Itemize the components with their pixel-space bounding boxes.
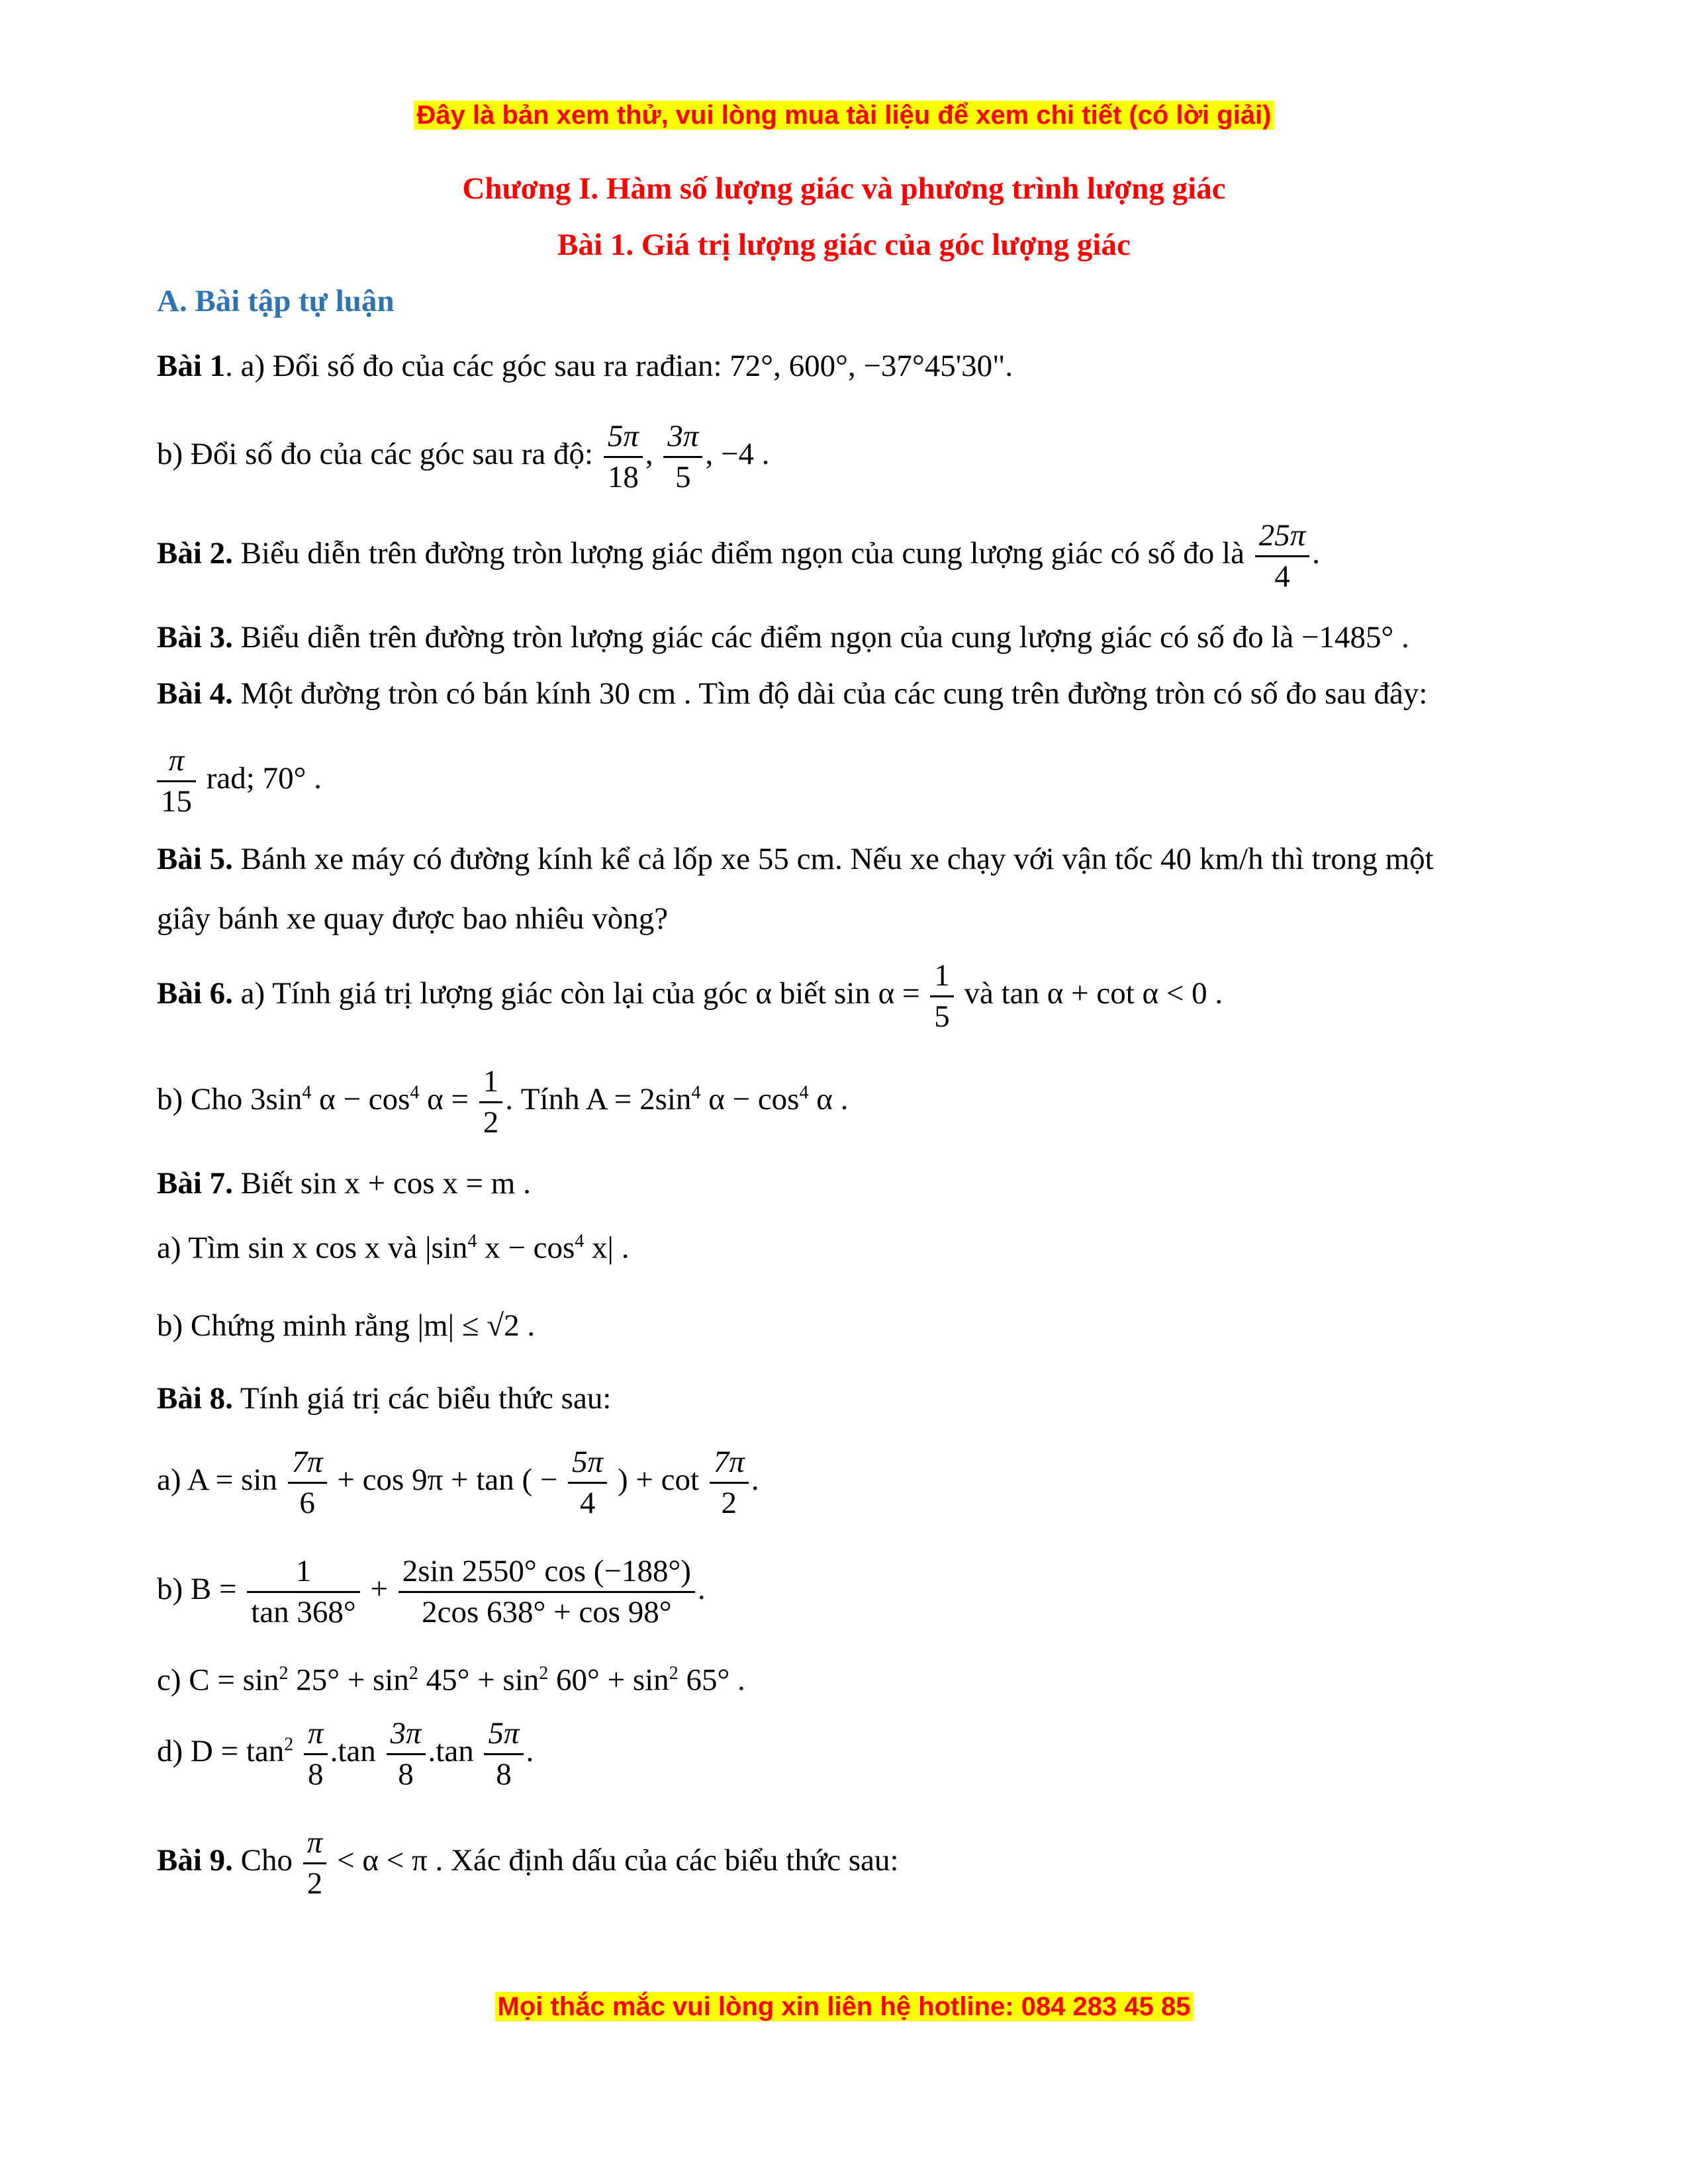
fraction: $\frac{3\pi}{8}$ (387, 1714, 426, 1794)
fraction: $\frac{1}{\tan 368^\circ}$ (247, 1552, 359, 1632)
fraction: $\frac{2\sin 2550^\circ \cos (-188^\circ)}{2\cos 638^\circ + \cos 98^\circ}$ (399, 1552, 695, 1632)
problem-2: Bài 2. Biểu diễn trên đường tròn lượng giác điểm ngọn của cung lượng giác có số đo là $\frac{25\pi}{4}$ . (157, 516, 1320, 596)
problem-7: Bài 7. Biết sin x + cos x = m . (157, 1166, 531, 1201)
problem-5-cont: giây bánh xe quay được bao nhiêu vòng? (157, 901, 669, 936)
problem-6a: Bài 6. a) Tính giá trị lượng giác còn lại của góc α biết sin α = $\frac{1}{5}$ và tan α + cot α < 0 . (157, 956, 1223, 1036)
problem-1a: Bài 1. a) Đổi số đo của các góc sau ra rađian: 72°, 600°, −37°45'30". (157, 349, 1013, 383)
fraction: $\frac{25\pi}{4}$ (1255, 516, 1310, 596)
problem-8d: d) $D = \tan^2$ $\frac{\pi}{8}$ .tan $\frac{3\pi}{8}$ .tan $\frac{5\pi}{8}$ . (157, 1714, 534, 1794)
problem-4-cont: $\frac{\pi}{15}$ rad; 70° . (157, 741, 322, 821)
problem-6b: b) Cho $3\sin^4$ $\alpha - \cos^4 \alpha$ = $\frac{1}{2}$ . Tính $A = 2\sin^4$ $\alpha - \cos^4 \alpha$ . (157, 1062, 848, 1142)
problem-8a: a) A = sin $\frac{7\pi}{6}$ + cos 9π + tan ( − $\frac{5\pi}{4}$ ) + cot $\frac{7\pi}{2}$ . (157, 1443, 759, 1523)
problem-9: Bài 9. Cho $\frac{\pi}{2}$ < α < π . Xác định dấu của các biểu thức sau: (157, 1823, 899, 1903)
hotline-notice: Mọi thắc mắc vui lòng xin liên hệ hotline: 084 283 45 85 (0, 1992, 1688, 2022)
fraction: $\frac{\pi}{8}$ (304, 1714, 328, 1794)
fraction: $\frac{5\pi}{4}$ (568, 1443, 607, 1523)
fraction: $\frac{3\pi}{5}$ (663, 417, 702, 497)
preview-notice: Đây là bản xem thử, vui lòng mua tài liệu để xem chi tiết (có lời giải) (0, 101, 1688, 130)
fraction: $\frac{7\pi}{2}$ (710, 1443, 749, 1523)
fraction: $\frac{1}{2}$ (479, 1062, 503, 1142)
problem-8b: b) B = $\frac{1}{\tan 368^\circ}$ + $\frac{2\sin 2550^\circ \cos (-188^\circ)}{2\cos 638^\circ + \cos 98^\circ}$ . (157, 1552, 706, 1632)
problem-8: Bài 8. Tính giá trị các biểu thức sau: (157, 1381, 612, 1416)
problem-4: Bài 4. Một đường tròn có bán kính 30 cm . Tìm độ dài của các cung trên đường tròn có số đo sau đây: (157, 676, 1428, 711)
lesson-title: Bài 1. Giá trị lượng giác của góc lượng giác (557, 228, 1131, 262)
fraction: $\frac{5\pi}{18}$ (604, 417, 643, 497)
fraction: $\frac{\pi}{15}$ (157, 741, 196, 821)
fraction: $\frac{1}{5}$ (930, 956, 954, 1036)
problem-7a: a) Tìm sin x cos x và $|\sin^4$ $x - \cos^4 x|$ . (157, 1230, 630, 1265)
problem-3: Bài 3. Biểu diễn trên đường tròn lượng giác các điểm ngọn của cung lượng giác có số đo là −1485° . (157, 620, 1409, 655)
problem-1b: b) Đổi số đo của các góc sau ra độ: $\frac{5\pi}{18}$ , $\frac{3\pi}{5}$ , −4 . (157, 417, 769, 497)
problem-8c: c) $C = \sin^2 25^\circ + \sin^2 45^\circ + \sin^2 60^\circ + \sin^2 65^\circ$ . (157, 1662, 745, 1698)
problem-5: Bài 5. Bánh xe máy có đường kính kể cả lốp xe 55 cm. Nếu xe chạy với vận tốc 40 km/h thì trong một (157, 842, 1434, 876)
fraction: $\frac{\pi}{2}$ (303, 1823, 327, 1903)
chapter-title: Chương I. Hàm số lượng giác và phương trình lượng giác (462, 171, 1226, 206)
fraction: $\frac{7\pi}{6}$ (288, 1443, 327, 1523)
section-title: A. Bài tập tự luận (157, 284, 395, 318)
problem-7b: b) Chứng minh rằng |m| ≤ √2 . (157, 1308, 536, 1343)
fraction: $\frac{5\pi}{8}$ (484, 1714, 523, 1794)
